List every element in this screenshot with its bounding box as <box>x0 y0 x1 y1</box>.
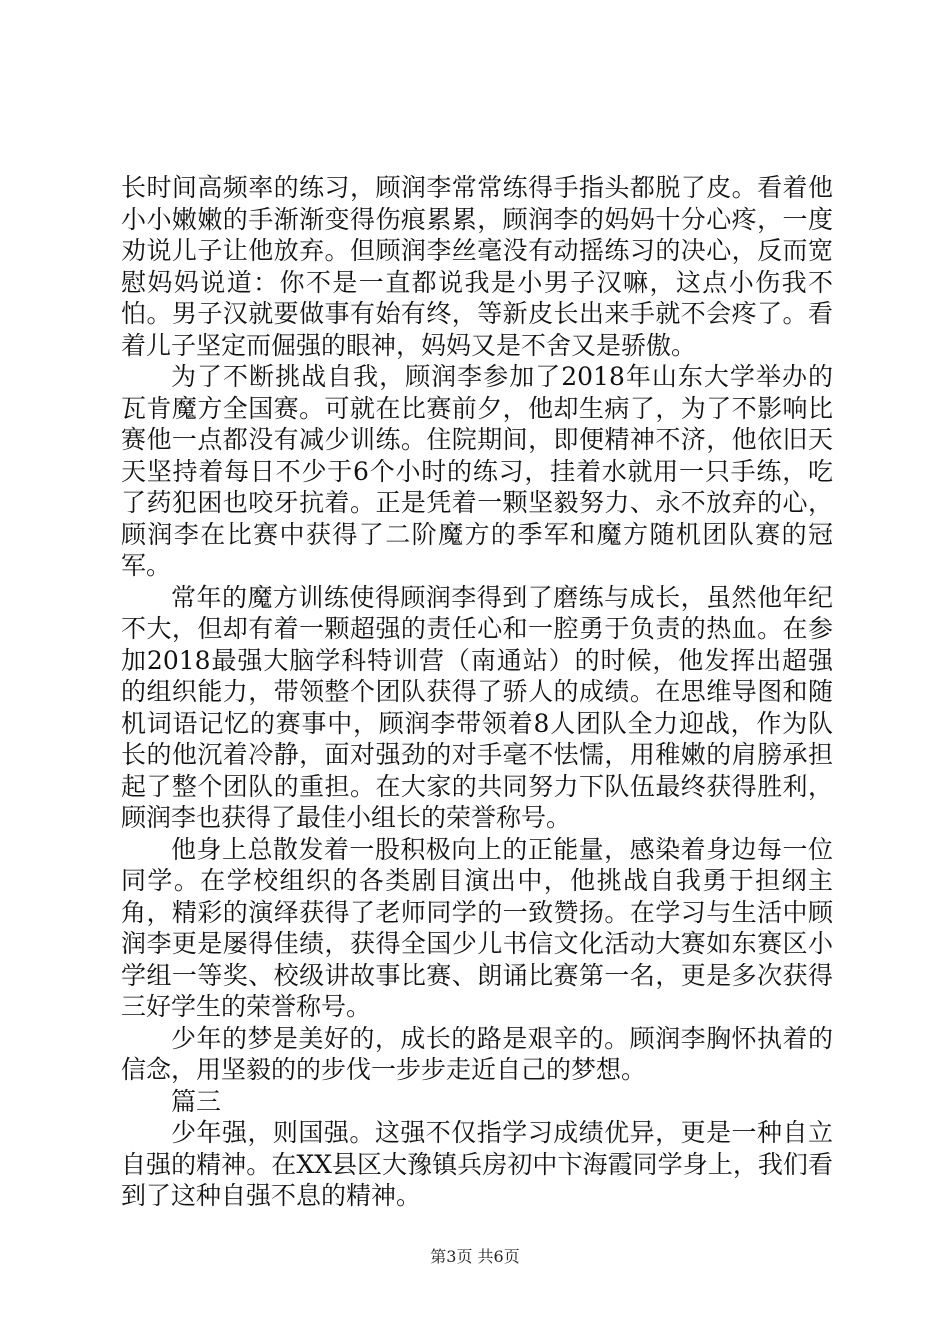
paragraph-1: 长时间高频率的练习，顾润李常常练得手指头都脱了皮。看着他小小嫩嫩的手渐渐变得伤痕累累，顾润李的妈妈十分心疼，一度劝说儿子让他放弃。但顾润李丝毫没有动摇练习的决心，反而宽慰妈妈说道：你不是一直都说我是小男子汉嘛，这点小伤我不怕。男子汉就要做事有始有终，等新皮长出来手就不会疼了。看着儿子坚定而倔强的眼神，妈妈又是不舍又是骄傲。 <box>121 173 833 360</box>
paragraph-4: 他身上总散发着一股积极向上的正能量，感染着身边每一位同学。在学校组织的各类剧目演出中，他挑战自我勇于担纲主角，精彩的演绎获得了老师同学的一致赞扬。在学习与生活中顾润李更是屡得佳绩，获得全国少儿书信文化活动大赛如东赛区小学组一等奖、校级讲故事比赛、朗诵比赛第一名，更是多次获得三好学生的荣誉称号。 <box>121 834 833 1021</box>
paragraph-2: 为了不断挑战自我，顾润李参加了2018年山东大学举办的瓦肯魔方全国赛。可就在比赛前夕，他却生病了，为了不影响比赛他一点都没有减少训练。住院期间，即便精神不济，他依旧天天坚持着每日不少于6个小时的练习，挂着水就用一只手练，吃了药犯困也咬牙抗着。正是凭着一颗坚毅努力、永不放弃的心，顾润李在比赛中获得了二阶魔方的季军和魔方随机团队赛的冠军。 <box>121 362 833 580</box>
paragraph-5: 少年的梦是美好的，成长的路是艰辛的。顾润李胸怀执着的信念，用坚毅的的步伐一步步走近自己的梦想。 <box>121 1023 833 1084</box>
paragraph-3: 常年的魔方训练使得顾润李得到了磨练与成长，虽然他年纪不大，但却有着一颗超强的责任心和一腔勇于负责的热血。在参加2018最强大脑学科特训营（南通站）的时候，他发挥出超强的组织能力，带领整个团队获得了骄人的成绩。在思维导图和随机词语记忆的赛事中，顾润李带领着8人团队全力迎战，作为队长的他沉着冷静，面对强劲的对手毫不怯懦，用稚嫩的肩膀承担起了整个团队的重担。在大家的共同努力下队伍最终获得胜利，顾润李也获得了最佳小组长的荣誉称号。 <box>121 582 833 832</box>
paragraph-6: 少年强，则国强。这强不仅指学习成绩优异，更是一种自立自强的精神。在XX县区大豫镇兵房初中卞海霞同学身上，我们看到了这种自强不息的精神。 <box>121 1118 833 1210</box>
section-heading: 篇三 <box>171 1086 222 1116</box>
document-body <box>121 172 833 1212</box>
page-footer: 第3页 共6页 <box>430 1247 520 1266</box>
